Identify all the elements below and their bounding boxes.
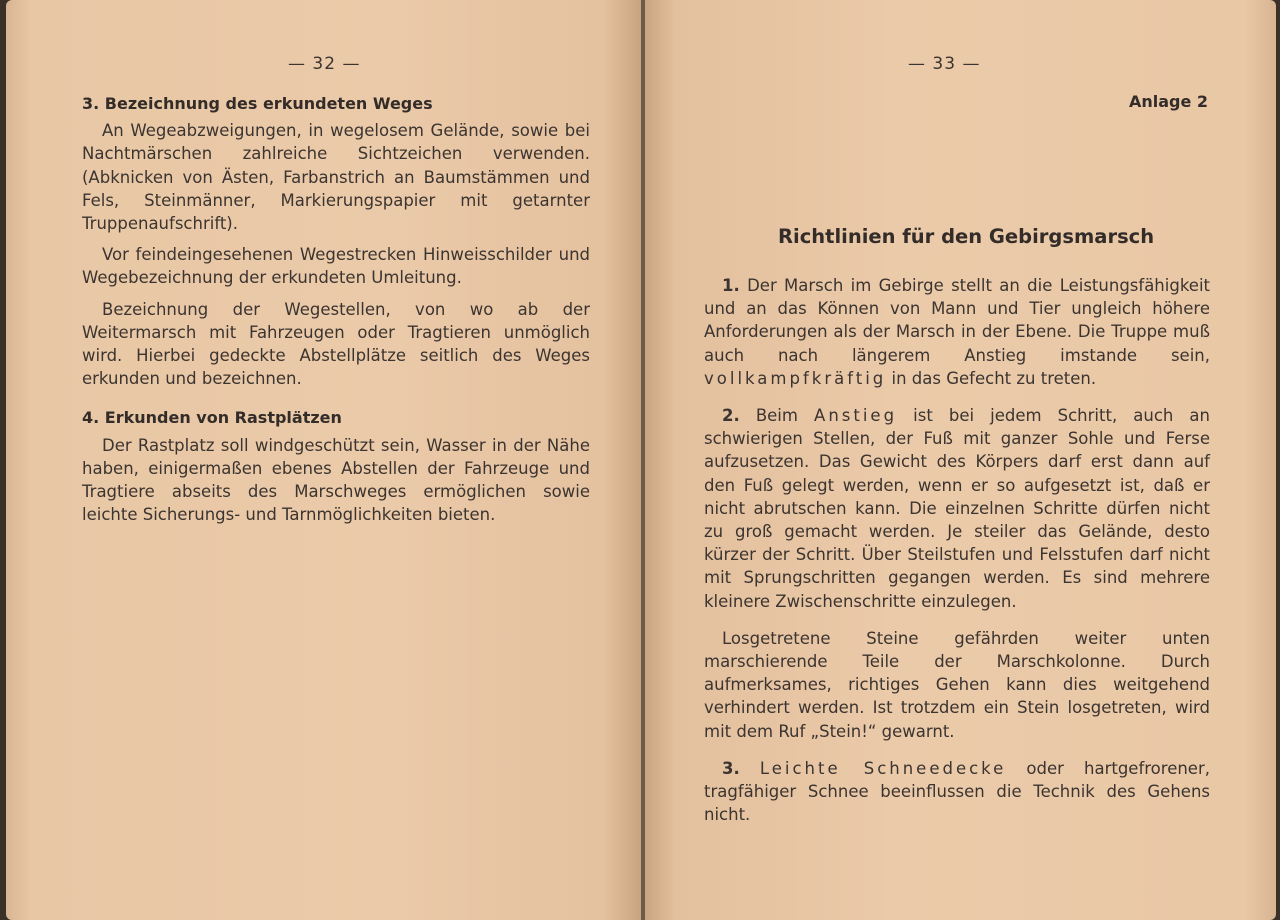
section-4-paragraph-1: Der Rastplatz soll windgeschützt sein, Wasser in der Nähe haben, einigermaßen ebenes Abstellen der Fahrzeuge und Tragtiere abseits des Marschweges ermöglichen sowie leichte Sicherungs- und Tarnmöglichkeiten bieten. [82, 435, 590, 525]
right-page-body [704, 274, 1210, 840]
guideline-2-emphasis: Anstieg [814, 406, 898, 426]
guideline-1-text-a: Der Marsch im Gebirge stellt an die Leistungsfähigkeit und an das Können von Mann und Tier ungleich höhere Anforderungen als der Marsch in der Ebene. Die Truppe muß auch nach längerem Anstieg imstande sein, [704, 276, 1210, 365]
guideline-2-continuation: Losgetretene Steine gefährden weiter unten marschierende Teile der Marschkolonne. Durch aufmerksames, richtiges Gehen kann dies weitgehend verhindert werden. Ist trotzdem ein Stein losgetreten, wird mit dem Ruf „Stein!“ gewarnt. [704, 628, 1210, 741]
section-3-paragraph-3: Bezeichnung der Wegestellen, von wo ab der Weitermarsch mit Fahrzeugen oder Tragtieren unmöglich wird. Hierbei gedeckte Abstellplätze seitlich des Weges erkunden und bezeichnen. [82, 299, 590, 389]
annex-label: Anlage 2 [1128, 92, 1208, 111]
guideline-3-number: 3. [722, 758, 740, 778]
guideline-2-number: 2. [722, 406, 740, 426]
page-title: Richtlinien für den Gebirgsmarsch [778, 225, 1155, 248]
guideline-2-text-a: Beim [739, 406, 815, 426]
guideline-2-text-b: ist bei jedem Schritt, auch an schwierigen Stellen, der Fuß mit ganzer Sohle und Ferse aufzusetzen. Das Gewicht des Körpers darf erst dann auf den Fuß gelegt werden, wenn er so aufgesetzt ist, daß er nicht abrutschen kann. Die einzelnen Schritte dürfen nicht zu groß gemacht werden. Je steiler das Gelände, desto kürzer der Schritt. Über Steilstufen und Felsstufen darf nicht mit Sprungschritten gegangen werden. Es sind mehrere kleinere Zwischenschritte einzulegen. [704, 406, 1211, 611]
guideline-3-emphasis: Leichte Schneedecke [759, 758, 1007, 778]
guideline-1-number: 1. [722, 276, 740, 295]
right-page-number: — 33 — [908, 54, 981, 74]
guideline-3-text-b: oder hartgefrorener, tragfähiger Schnee beeinflussen die Technik des Gehens nicht. [704, 758, 1210, 825]
left-page-body [82, 92, 590, 534]
guideline-3 [704, 757, 1210, 827]
guideline-1 [704, 274, 1210, 390]
guideline-1-emphasis: vollkampfkräftig [704, 368, 887, 388]
guideline-2 [704, 404, 1210, 613]
section-3-heading: 3. Bezeichnung des erkundeten Weges [82, 94, 433, 113]
guideline-1-text-b: in das Gefecht zu treten. [886, 368, 1097, 388]
section-3-paragraph-2: Vor feindeingesehenen Wegestrecken Hinweisschilder und Wegebezeichnung der erkundeten Umleitung. [82, 245, 590, 288]
left-page-number: — 32 — [288, 54, 361, 74]
section-4-heading: 4. Erkunden von Rastplätzen [82, 408, 342, 428]
section-3-paragraph-1: An Wegeabzweigungen, in wegelosem Gelände, sowie bei Nachtmärschen zahlreiche Sichtzeichen verwenden. (Abknicken von Ästen, Farbanstrich an Baumstämmen und Fels, Steinmänner, Markierungspapier mit getarnter Truppenaufschrift). [82, 121, 590, 234]
book-gutter [641, 0, 645, 920]
